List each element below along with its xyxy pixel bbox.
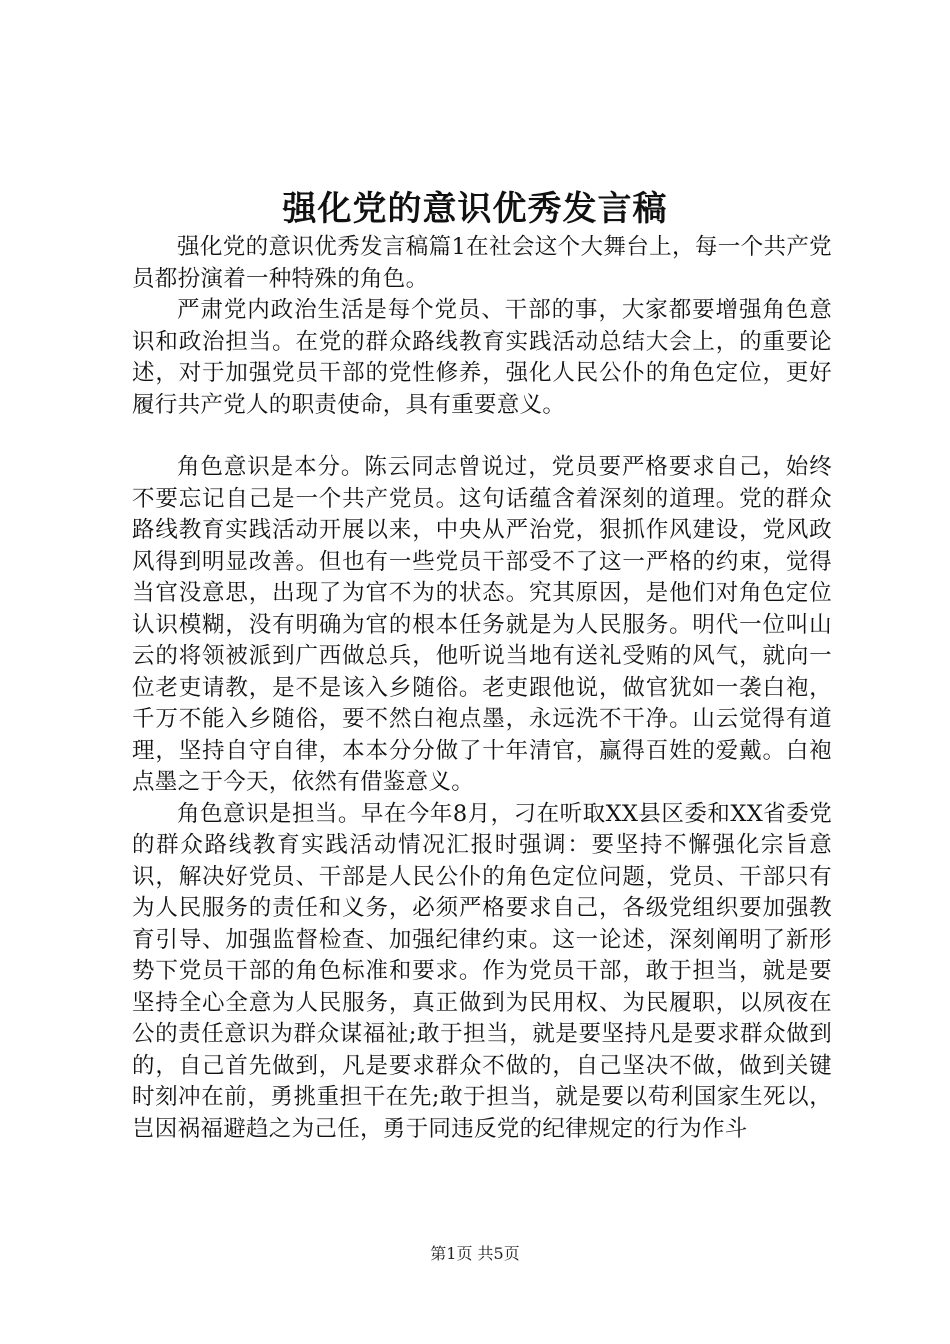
paragraph-political-life: 严肃党内政治生活是每个党员、干部的事，大家都要增强角色意识和政治担当。在党的群众路线教育实践活动总结大会上，的重要论述，对于加强党员干部的党性修养，强化人民公仆的角色定位，更好履行共产党人的职责使命，具有重要意义。	[132, 297, 832, 418]
document-body	[132, 232, 832, 1145]
page-footer: 第1页 共5页	[430, 1244, 520, 1263]
paragraph-intro: 强化党的意识优秀发言稿篇1在社会这个大舞台上，每一个共产党员都扮演着一种特殊的角色。	[132, 234, 832, 292]
page-title: 强化党的意识优秀发言稿	[282, 189, 668, 229]
paragraph-role-responsibility: 角色意识是担当。早在今年8月，刁在听取XX县区委和XX省委党的群众路线教育实践活动情况汇报时强调：要坚持不懈强化宗旨意识，解决好党员、干部是人民公仆的角色定位问题，党员、干部只有为人民服务的责任和义务，必须严格要求自己，各级党组织要加强教育引导、加强监督检查、加强纪律约束。这一论述，深刻阐明了新形势下党员干部的角色标准和要求。作为党员干部，敢于担当，就是要坚持全心全意为人民服务，真正做到为民用权、为民履职，以夙夜在公的责任意识为群众谋福祉;敢于担当，就是要坚持凡是要求群众做到的，自己首先做到，凡是要求群众不做的，自己坚决不做，做到关键时刻冲在前，勇挑重担干在先;敢于担当，就是要以苟利国家生死以，岂因祸福避趋之为己任，勇于同违反党的纪律规定的行为作斗	[132, 800, 832, 1142]
paragraph-role-duty: 角色意识是本分。陈云同志曾说过，党员要严格要求自己，始终不要忘记自己是一个共产党员。这句话蕴含着深刻的道理。党的群众路线教育实践活动开展以来，中央从严治党，狠抓作风建设，党风政风得到明显改善。但也有一些党员干部受不了这一严格的约束，觉得当官没意思，出现了为官不为的状态。究其原因，是他们对角色定位认识模糊，没有明确为官的根本任务就是为人民服务。明代一位叫山云的将领被派到广西做总兵，他听说当地有送礼受贿的风气，就向一位老吏请教，是不是该入乡随俗。老吏跟他说，做官犹如一袭白袍，千万不能入乡随俗，要不然白袍点墨，永远洗不干净。山云觉得有道理，坚持自守自律，本本分分做了十年清官，赢得百姓的爱戴。白袍点墨之于今天，依然有借鉴意义。	[132, 454, 832, 795]
